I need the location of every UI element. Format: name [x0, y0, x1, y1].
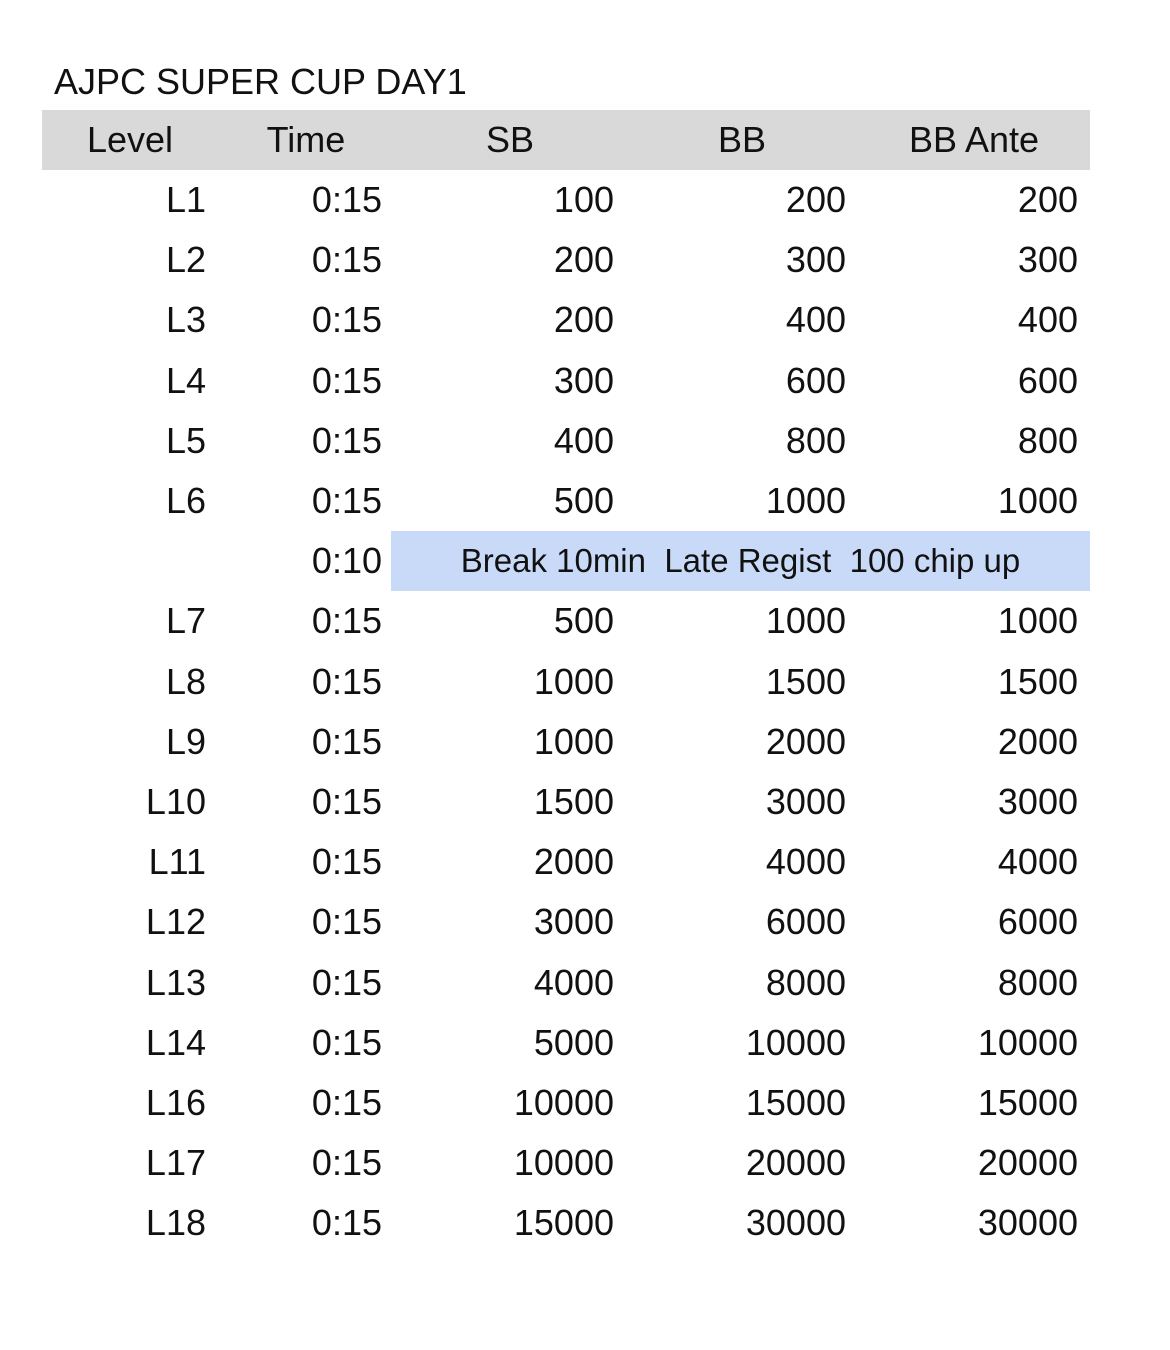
- time-cell: 0:15: [311, 1202, 382, 1244]
- column-header-bb: BB: [717, 119, 767, 160]
- sb-cell: 2000: [533, 841, 614, 883]
- level-cell: L7: [165, 600, 206, 642]
- bb-cell: 20000: [745, 1142, 846, 1184]
- column-header-bb-ante: BB Ante: [908, 119, 1040, 160]
- level-cell: L13: [145, 961, 206, 1003]
- level-cell: L14: [145, 1021, 206, 1063]
- level-cell: L10: [145, 780, 206, 822]
- table-row: [42, 892, 1090, 952]
- bb-ante-cell: 1000: [997, 600, 1078, 642]
- bb-cell: 600: [785, 359, 846, 401]
- sb-cell: 3000: [533, 901, 614, 943]
- time-cell: 0:15: [311, 1021, 382, 1063]
- break-notice: Break 10min Late Regist 100 chip up: [391, 531, 1090, 591]
- sb-cell: 200: [553, 239, 614, 281]
- bb-ante-cell: 3000: [997, 780, 1078, 822]
- level-cell: L9: [165, 720, 206, 762]
- level-cell: L12: [145, 901, 206, 943]
- bb-ante-cell: 20000: [977, 1142, 1078, 1184]
- bb-cell: 800: [785, 419, 846, 461]
- bb-cell: 30000: [745, 1202, 846, 1244]
- table-row: [42, 832, 1090, 892]
- bb-ante-cell: 1500: [997, 660, 1078, 702]
- bb-ante-cell: 6000: [997, 901, 1078, 943]
- sb-cell: 10000: [513, 1142, 614, 1184]
- level-cell: L8: [165, 660, 206, 702]
- bb-ante-cell: 200: [1017, 179, 1078, 221]
- sb-cell: 15000: [513, 1202, 614, 1244]
- bb-ante-cell: 400: [1017, 299, 1078, 341]
- time-cell: 0:15: [311, 359, 382, 401]
- bb-cell: 8000: [765, 961, 846, 1003]
- time-cell: 0:15: [311, 780, 382, 822]
- bb-cell: 3000: [765, 780, 846, 822]
- time-cell: 0:15: [311, 239, 382, 281]
- time-cell: 0:15: [311, 901, 382, 943]
- level-cell: L6: [165, 480, 206, 522]
- bb-ante-cell: 1000: [997, 480, 1078, 522]
- bb-cell: 4000: [765, 841, 846, 883]
- level-cell: L2: [165, 239, 206, 281]
- time-cell: 0:15: [311, 1142, 382, 1184]
- level-cell: L5: [165, 419, 206, 461]
- bb-cell: 1000: [765, 480, 846, 522]
- bb-cell: 1500: [765, 660, 846, 702]
- sb-cell: 500: [553, 600, 614, 642]
- table-row: [42, 1193, 1090, 1253]
- sb-cell: 100: [553, 179, 614, 221]
- bb-cell: 10000: [745, 1021, 846, 1063]
- sb-cell: 300: [553, 359, 614, 401]
- table-row: [42, 952, 1090, 1012]
- table-row: [42, 170, 1090, 230]
- page-title: AJPC SUPER CUP DAY1: [54, 61, 467, 102]
- time-cell: 0:15: [311, 660, 382, 702]
- time-cell: 0:15: [311, 179, 382, 221]
- level-cell: L1: [165, 179, 206, 221]
- bb-cell: 2000: [765, 720, 846, 762]
- column-header-sb: SB: [485, 119, 535, 160]
- time-cell: 0:15: [311, 1081, 382, 1123]
- time-cell: 0:15: [311, 720, 382, 762]
- sb-cell: 1000: [533, 660, 614, 702]
- time-cell: 0:10: [311, 540, 382, 582]
- table-row: [42, 411, 1090, 471]
- table-row: [42, 712, 1090, 772]
- bb-ante-cell: 800: [1017, 419, 1078, 461]
- table-row: [42, 1013, 1090, 1073]
- level-cell: L4: [165, 359, 206, 401]
- bb-cell: 1000: [765, 600, 846, 642]
- table-row: [42, 351, 1090, 411]
- bb-ante-cell: 4000: [997, 841, 1078, 883]
- table-row: [42, 772, 1090, 832]
- sb-cell: 400: [553, 419, 614, 461]
- table-row: [42, 652, 1090, 712]
- column-header-level: Level: [86, 119, 174, 160]
- bb-cell: 400: [785, 299, 846, 341]
- table-header: [42, 110, 1090, 170]
- bb-ante-cell: 15000: [977, 1081, 1078, 1123]
- time-cell: 0:15: [311, 480, 382, 522]
- bb-cell: 15000: [745, 1081, 846, 1123]
- time-cell: 0:15: [311, 299, 382, 341]
- sb-cell: 500: [553, 480, 614, 522]
- table-body: [42, 170, 1090, 1253]
- bb-cell: 6000: [765, 901, 846, 943]
- blind-structure-table: [42, 110, 1090, 1253]
- sb-cell: 10000: [513, 1081, 614, 1123]
- sb-cell: 1000: [533, 720, 614, 762]
- table-row: [42, 290, 1090, 350]
- time-cell: 0:15: [311, 961, 382, 1003]
- table-row: [42, 591, 1090, 651]
- sb-cell: 200: [553, 299, 614, 341]
- time-cell: 0:15: [311, 419, 382, 461]
- level-cell: L11: [148, 841, 206, 883]
- bb-cell: 300: [785, 239, 846, 281]
- level-cell: L17: [145, 1142, 206, 1184]
- bb-ante-cell: 10000: [977, 1021, 1078, 1063]
- bb-ante-cell: 30000: [977, 1202, 1078, 1244]
- time-cell: 0:15: [311, 600, 382, 642]
- bb-ante-cell: 8000: [997, 961, 1078, 1003]
- table-row: [42, 1073, 1090, 1133]
- level-cell: L16: [145, 1081, 206, 1123]
- bb-ante-cell: 300: [1017, 239, 1078, 281]
- time-cell: 0:15: [311, 841, 382, 883]
- break-row: [42, 531, 1090, 591]
- table-row: [42, 1133, 1090, 1193]
- column-header-time: Time: [266, 119, 346, 160]
- level-cell: L18: [145, 1202, 206, 1244]
- table-row: [42, 471, 1090, 531]
- sb-cell: 1500: [533, 780, 614, 822]
- bb-cell: 200: [785, 179, 846, 221]
- sb-cell: 4000: [533, 961, 614, 1003]
- level-cell: L3: [165, 299, 206, 341]
- sb-cell: 5000: [533, 1021, 614, 1063]
- bb-ante-cell: 600: [1017, 359, 1078, 401]
- table-row: [42, 230, 1090, 290]
- bb-ante-cell: 2000: [997, 720, 1078, 762]
